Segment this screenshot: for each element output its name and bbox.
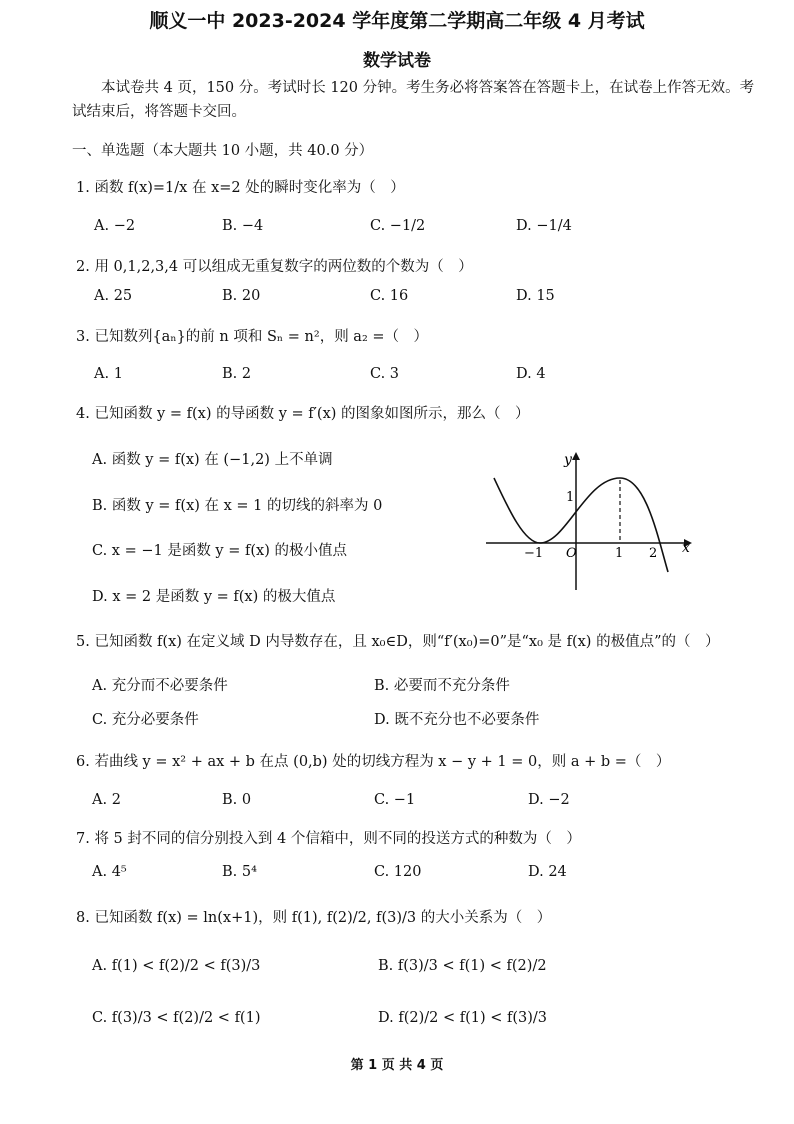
- y-axis-arrow-icon: [572, 452, 580, 460]
- q5-option-b: B. 必要而不充分条件: [374, 678, 510, 694]
- q3-option-d: D. 4: [516, 366, 546, 382]
- question-6-stem: 6. 若曲线 y = x² + ax + b 在点 (0,b) 处的切线方程为 x − y + 1 = 0，则 a + b =（ ）: [76, 754, 671, 770]
- q6-option-b: B. 0: [222, 792, 252, 808]
- q3-option-b: B. 2: [222, 366, 252, 382]
- q7-option-a: A. 4⁵: [92, 864, 127, 880]
- q4-option-c: C. x = −1 是函数 y = f(x) 的极小值点: [92, 543, 347, 559]
- x-axis-label: x: [682, 540, 690, 556]
- question-3-stem: 3. 已知数列{aₙ}的前 n 项和 Sₙ = n²，则 a₂ =（ ）: [76, 329, 429, 345]
- question-4-stem: 4. 已知函数 y = f(x) 的导函数 y = f′(x) 的图象如图所示，那么（ ）: [76, 406, 530, 422]
- q1-option-d: D. −1/4: [516, 218, 572, 234]
- question-5-stem: 5. 已知函数 f(x) 在定义域 D 内导数存在，且 x₀∈D，则“f′(x₀)=0”是“x₀ 是 f(x) 的极值点”的（ ）: [76, 634, 720, 650]
- q3-option-c: C. 3: [370, 366, 400, 382]
- exam-title: 顺义一中 2023-2024 学年度第二学期高二年级 4 月考试: [149, 10, 645, 32]
- question-1-stem: 1. 函数 f(x)=1/x 在 x=2 处的瞬时变化率为（ ）: [76, 180, 405, 196]
- q8-option-d: D. f(2)/2 < f(1) < f(3)/3: [378, 1010, 548, 1026]
- question-8-stem: 8. 已知函数 f(x) = ln(x+1)，则 f(1), f(2)/2, f(3)/3 的大小关系为（ ）: [76, 910, 552, 926]
- q4-option-b: B. 函数 y = f(x) 在 x = 1 的切线的斜率为 0: [92, 498, 383, 514]
- q4-option-a: A. 函数 y = f(x) 在 (−1,2) 上不单调: [92, 452, 333, 468]
- q6-option-a: A. 2: [92, 792, 121, 808]
- q7-option-b: B. 5⁴: [222, 864, 257, 880]
- derivative-graph: [486, 448, 696, 598]
- tick-label-1: 1: [615, 546, 624, 561]
- y-axis-label: y: [564, 452, 572, 468]
- q1-option-c: C. −1/2: [370, 218, 426, 234]
- q2-option-c: C. 16: [370, 288, 409, 304]
- q8-option-a: A. f(1) < f(2)/2 < f(3)/3: [92, 958, 261, 974]
- question-7-stem: 7. 将 5 封不同的信分别投入到 4 个信箱中，则不同的投送方式的种数为（ ）: [76, 831, 581, 847]
- origin-label: O: [566, 546, 577, 561]
- q3-option-a: A. 1: [94, 366, 123, 382]
- q5-option-d: D. 既不充分也不必要条件: [374, 712, 540, 728]
- exam-instructions: 本试卷共 4 页，150 分。考试时长 120 分钟。考生务必将答案答在答题卡上，在试卷上作答无效。考试结束后，将答题卡交回。: [72, 80, 755, 120]
- question-2-stem: 2. 用 0,1,2,3,4 可以组成无重复数字的两位数的个数为（ ）: [76, 259, 473, 275]
- q1-option-a: A. −2: [94, 218, 136, 234]
- q7-option-d: D. 24: [528, 864, 567, 880]
- q5-option-c: C. 充分必要条件: [92, 712, 199, 728]
- q2-option-a: A. 25: [94, 288, 133, 304]
- derivative-curve: [494, 478, 668, 572]
- q6-option-c: C. −1: [374, 792, 416, 808]
- tick-label-2: 2: [649, 546, 658, 561]
- q8-option-c: C. f(3)/3 < f(2)/2 < f(1): [92, 1010, 261, 1026]
- q2-option-b: B. 20: [222, 288, 261, 304]
- tick-label-neg1: −1: [524, 546, 544, 561]
- section-heading: 一、单选题（本大题共 10 小题，共 40.0 分）: [72, 143, 374, 159]
- tick-label-y1: 1: [566, 490, 575, 505]
- q1-option-b: B. −4: [222, 218, 264, 234]
- q6-option-d: D. −2: [528, 792, 570, 808]
- exam-subtitle: 数学试卷: [363, 51, 431, 71]
- q7-option-c: C. 120: [374, 864, 422, 880]
- page-footer: 第 1 页 共 4 页: [350, 1058, 444, 1073]
- q2-option-d: D. 15: [516, 288, 555, 304]
- q4-option-d: D. x = 2 是函数 y = f(x) 的极大值点: [92, 589, 336, 605]
- q8-option-b: B. f(3)/3 < f(1) < f(2)/2: [378, 958, 547, 974]
- q5-option-a: A. 充分而不必要条件: [92, 678, 228, 694]
